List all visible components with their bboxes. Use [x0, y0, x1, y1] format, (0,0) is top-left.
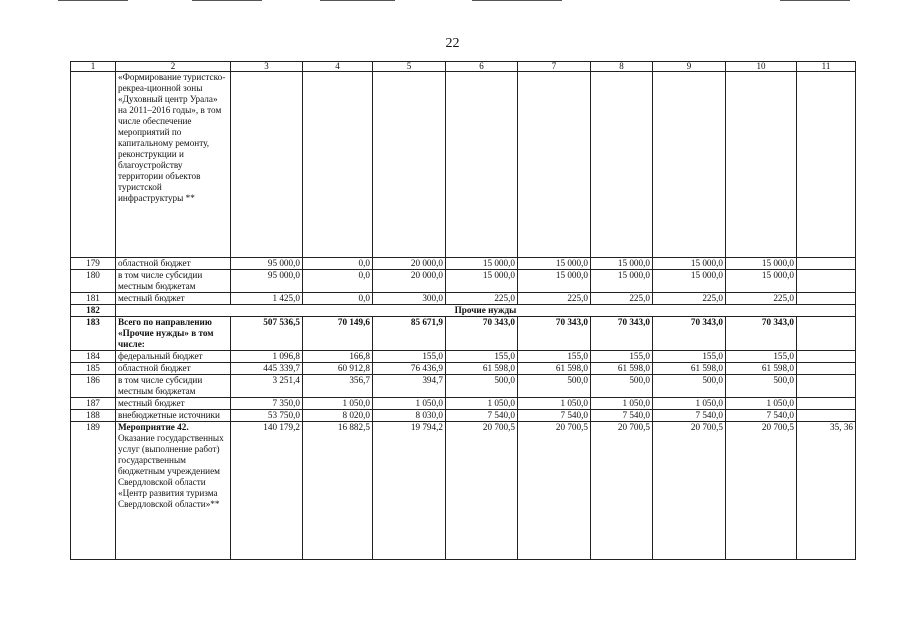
- row-name: «Формирование туристско-рекреа-ционной зоны «Духовный центр Урала» на 2011–2016 годы», в том числе обеспечение мероприятий по капитальному ремонту, реконструкции и благоустройству территории объектов туристской инфраструктуры **: [116, 72, 231, 258]
- col-header: 7: [518, 62, 591, 72]
- row-number: 185: [71, 363, 116, 375]
- cell-value: 225,0: [653, 293, 726, 305]
- cell-value: 1 050,0: [518, 398, 591, 410]
- cell-value: 1 050,0: [303, 398, 373, 410]
- cell-value: 20 000,0: [373, 258, 446, 270]
- cell-value: 60 912,8: [303, 363, 373, 375]
- cell-value: 155,0: [518, 351, 591, 363]
- cell-value: 1 050,0: [726, 398, 797, 410]
- cell-value: 70 343,0: [653, 317, 726, 351]
- cell-value: 85 671,9: [373, 317, 446, 351]
- table-row-total: [71, 317, 856, 351]
- cell-value: 8 030,0: [373, 410, 446, 422]
- scan-edge-line: [780, 0, 850, 1]
- cell-value: 70 343,0: [518, 317, 591, 351]
- cell-value: 61 598,0: [446, 363, 518, 375]
- cell-value: 7 540,0: [653, 410, 726, 422]
- cell-value: 15 000,0: [446, 258, 518, 270]
- cell-value: 76 436,9: [373, 363, 446, 375]
- cell-value: 20 700,5: [653, 422, 726, 560]
- row-number: 186: [71, 375, 116, 398]
- cell-value: 95 000,0: [231, 258, 303, 270]
- cell-value: 155,0: [653, 351, 726, 363]
- row-number: 184: [71, 351, 116, 363]
- cell-value: 155,0: [726, 351, 797, 363]
- cell-value: 15 000,0: [653, 258, 726, 270]
- row-number: 188: [71, 410, 116, 422]
- cell-value: 70 149,6: [303, 317, 373, 351]
- cell-value: 1 050,0: [446, 398, 518, 410]
- cell-value: 0,0: [303, 293, 373, 305]
- cell-value: 15 000,0: [518, 270, 591, 293]
- table-row-continuation: [71, 72, 856, 258]
- cell-value: 61 598,0: [591, 363, 653, 375]
- cell-value: 7 540,0: [726, 410, 797, 422]
- cell-value: 225,0: [518, 293, 591, 305]
- cell-value: 1 050,0: [373, 398, 446, 410]
- cell-value: 225,0: [446, 293, 518, 305]
- table-row: [71, 363, 856, 375]
- cell-condition: [797, 398, 856, 410]
- col-header: 1: [71, 62, 116, 72]
- cell-value: 7 540,0: [518, 410, 591, 422]
- cell-value: 166,8: [303, 351, 373, 363]
- cell-condition: [797, 351, 856, 363]
- cell-value: 15 000,0: [446, 270, 518, 293]
- cell-value: 20 700,5: [591, 422, 653, 560]
- row-name: областной бюджет: [116, 258, 231, 270]
- col-header: 4: [303, 62, 373, 72]
- table-row: [71, 398, 856, 410]
- cell-value: 500,0: [591, 375, 653, 398]
- cell-value: 7 540,0: [591, 410, 653, 422]
- cell-value: 225,0: [591, 293, 653, 305]
- cell-value: 155,0: [373, 351, 446, 363]
- cell-value: 1 050,0: [591, 398, 653, 410]
- cell-value: 0,0: [303, 258, 373, 270]
- row-number: 179: [71, 258, 116, 270]
- cell-condition: [797, 317, 856, 351]
- table-row: [71, 270, 856, 293]
- col-header: 2: [116, 62, 231, 72]
- cell-value: 225,0: [726, 293, 797, 305]
- row-number: 181: [71, 293, 116, 305]
- cell-value: 0,0: [303, 270, 373, 293]
- cell-value: 15 000,0: [591, 270, 653, 293]
- cell-value: 1 096,8: [231, 351, 303, 363]
- cell-value: 1 425,0: [231, 293, 303, 305]
- row-number: 180: [71, 270, 116, 293]
- cell-value: 3 251,4: [231, 375, 303, 398]
- cell-value: 394,7: [373, 375, 446, 398]
- table-row: [71, 410, 856, 422]
- cell-value: 445 339,7: [231, 363, 303, 375]
- row-name: в том числе субсидии местным бюджетам: [116, 375, 231, 398]
- cell-value: 20 000,0: [373, 270, 446, 293]
- col-header: 5: [373, 62, 446, 72]
- table-row: [71, 422, 856, 560]
- row-name: внебюджетные источники: [116, 410, 231, 422]
- col-header: 9: [653, 62, 726, 72]
- cell-value: 20 700,5: [726, 422, 797, 560]
- scan-edge-line: [472, 0, 562, 1]
- cell-value: 500,0: [518, 375, 591, 398]
- cell-condition: [797, 410, 856, 422]
- row-name: областной бюджет: [116, 363, 231, 375]
- cell-value: 20 700,5: [518, 422, 591, 560]
- cell-condition: 35, 36: [797, 422, 856, 560]
- cell-value: 15 000,0: [726, 258, 797, 270]
- cell-value: 507 536,5: [231, 317, 303, 351]
- scan-edge-line: [58, 0, 128, 1]
- cell-value: 7 350,0: [231, 398, 303, 410]
- row-name: местный бюджет: [116, 293, 231, 305]
- section-row: [71, 305, 856, 317]
- row-name: в том числе субсидии местным бюджетам: [116, 270, 231, 293]
- cell-value: 15 000,0: [518, 258, 591, 270]
- measure-description: Оказание государственных услуг (выполнение работ) государственным бюджетным учреждением Свердловской области «Центр развития туризма Свердловской области»**: [118, 433, 224, 509]
- cell-value: 500,0: [653, 375, 726, 398]
- cell-condition: [797, 258, 856, 270]
- row-number: 182: [71, 305, 116, 317]
- cell-value: 15 000,0: [653, 270, 726, 293]
- cell-value: 1 050,0: [653, 398, 726, 410]
- cell-value: 20 700,5: [446, 422, 518, 560]
- cell-value: 70 343,0: [726, 317, 797, 351]
- cell-value: 300,0: [373, 293, 446, 305]
- row-name: [116, 422, 231, 560]
- col-header: 8: [591, 62, 653, 72]
- cell-value: 15 000,0: [726, 270, 797, 293]
- col-header: 6: [446, 62, 518, 72]
- table-row: [71, 375, 856, 398]
- header-row: [71, 62, 856, 72]
- cell-value: 7 540,0: [446, 410, 518, 422]
- scan-edge-line: [320, 0, 395, 1]
- table-row: [71, 351, 856, 363]
- budget-table: [70, 61, 856, 560]
- col-header: 10: [726, 62, 797, 72]
- cell-value: 70 343,0: [446, 317, 518, 351]
- cell-value: 53 750,0: [231, 410, 303, 422]
- row-name: Всего по направлению «Прочие нужды» в том числе:: [116, 317, 231, 351]
- cell-value: 61 598,0: [518, 363, 591, 375]
- cell-value: 155,0: [446, 351, 518, 363]
- cell-value: 61 598,0: [726, 363, 797, 375]
- row-name: местный бюджет: [116, 398, 231, 410]
- col-header: 11: [797, 62, 856, 72]
- cell-value: 500,0: [726, 375, 797, 398]
- cell-condition: [797, 375, 856, 398]
- row-number: 187: [71, 398, 116, 410]
- cell-value: 155,0: [591, 351, 653, 363]
- cell-value: 356,7: [303, 375, 373, 398]
- cell-value: 61 598,0: [653, 363, 726, 375]
- cell-value: 500,0: [446, 375, 518, 398]
- section-title: Прочие нужды: [116, 305, 856, 317]
- cell-value: 8 020,0: [303, 410, 373, 422]
- col-header: 3: [231, 62, 303, 72]
- row-name: федеральный бюджет: [116, 351, 231, 363]
- cell-condition: [797, 270, 856, 293]
- scan-edge-line: [192, 0, 262, 1]
- cell-condition: [797, 293, 856, 305]
- cell-value: 95 000,0: [231, 270, 303, 293]
- cell-value: 19 794,2: [373, 422, 446, 560]
- row-number: 189: [71, 422, 116, 560]
- page-number: 22: [445, 36, 460, 51]
- cell-condition: [797, 363, 856, 375]
- cell-value: 140 179,2: [231, 422, 303, 560]
- cell-value: 16 882,5: [303, 422, 373, 560]
- measure-title: Мероприятие 42.: [118, 422, 189, 432]
- cell-value: 70 343,0: [591, 317, 653, 351]
- table-row: [71, 293, 856, 305]
- table-row: [71, 258, 856, 270]
- cell-value: 15 000,0: [591, 258, 653, 270]
- row-number: 183: [71, 317, 116, 351]
